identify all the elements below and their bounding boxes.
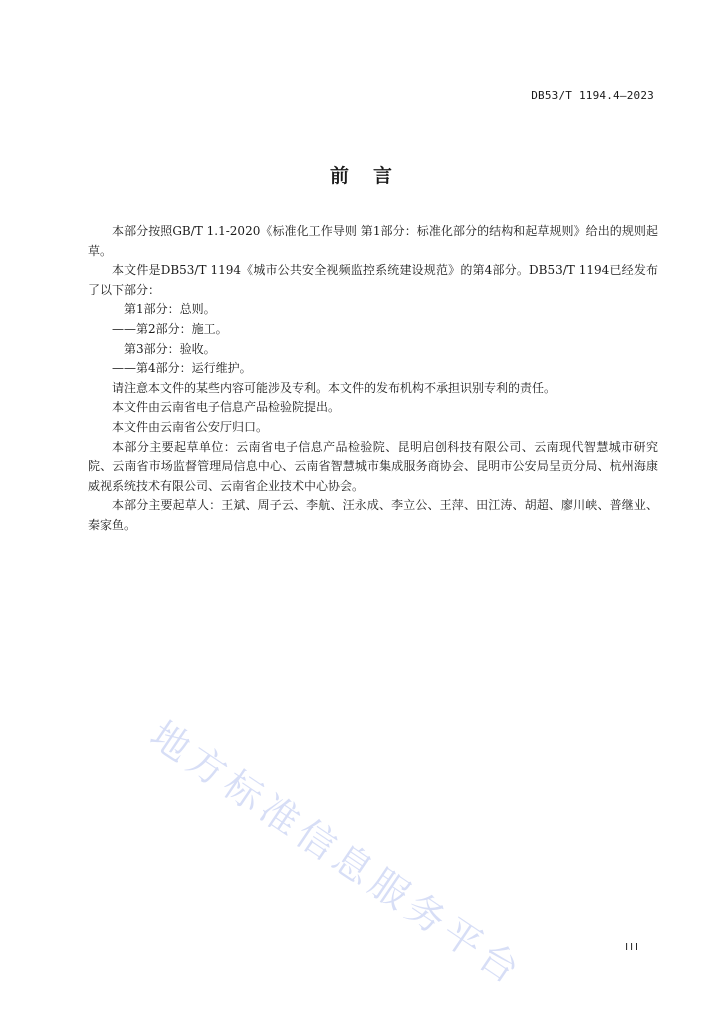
- paragraph-drafting-rules: 本部分按照GB/T 1.1-2020《标准化工作导则 第1部分：标准化部分的结构和起草规则》给出的规则起草。: [88, 224, 658, 258]
- title-char-1: 前: [329, 165, 351, 187]
- paragraph-parts-intro: 本文件是DB53/T 1194《城市公共安全视频监控系统建设规范》的第4部分。DB53/T 1194已经发布了以下部分：: [88, 263, 658, 297]
- paragraph-patent-notice: 请注意本文件的某些内容可能涉及专利。本文件的发布机构不承担识别专利的责任。: [112, 380, 557, 395]
- document-code: DB53/T 1194.4—2023: [531, 89, 654, 102]
- list-item: 第3部分：验收。: [124, 341, 216, 356]
- page-number: III: [625, 942, 640, 953]
- page-title: [0, 161, 724, 188]
- list-item: ——第2部分：施工。: [112, 321, 228, 336]
- title-char-2: 言: [373, 165, 395, 187]
- list-item: ——第4部分：运行维护。: [112, 361, 252, 376]
- foreword-body: [88, 222, 658, 536]
- paragraph-centralized-by: 本文件由云南省公安厅归口。: [112, 419, 269, 434]
- paragraph-drafters: 本部分主要起草人：王斌、周子云、李航、汪永成、李立公、王萍、田江涛、胡超、廖川峡、普继业、秦家鱼。: [88, 498, 658, 532]
- paragraph-proposer: 本文件由云南省电子信息产品检验院提出。: [112, 400, 341, 415]
- watermark: 地方标准信息服务平台: [142, 712, 532, 995]
- list-item: 第1部分：总则。: [124, 302, 216, 317]
- paragraph-drafting-units: 本部分主要起草单位：云南省电子信息产品检验院、昆明启创科技有限公司、云南现代智慧城市研究院、云南省市场监督管理局信息中心、云南省智慧城市集成服务商协会、昆明市公安局呈贡分局、杭州海康威视系统技术有限公司、云南省企业技术中心协会。: [88, 439, 658, 493]
